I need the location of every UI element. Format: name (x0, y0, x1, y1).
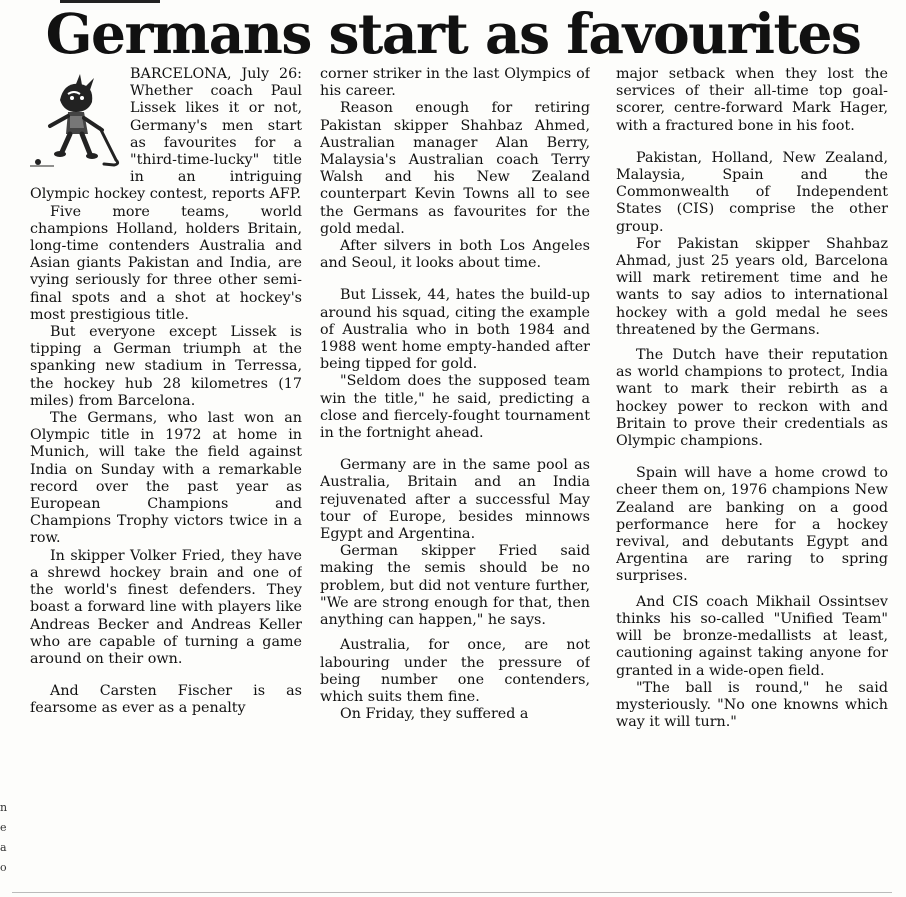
paragraph: And Carsten Fischer is as fearsome as ever as a penalty (30, 683, 302, 717)
paragraph: And CIS coach Mikhail Ossintsev thinks his so-called "Unified Team" will be bronze-medallists at least, cautioning against taking anyone for granted in a wide-open field. (616, 593, 888, 679)
headline: Germans start as favourites (45, 1, 861, 66)
article-column-3 (616, 66, 888, 892)
paragraph: German skipper Fried said making the semis should be no problem, but did not venture further, "We are strong enough for that, then anything can happen," he says. (320, 543, 590, 629)
paragraph: The Germans, who last won an Olympic title in 1972 at home in Munich, will take the field against India on Sunday with a remarkable record over the past year as European Champions and Champions Trophy victors twice in a row. (30, 410, 302, 547)
paragraph: BARCELONA, July 26: Whether coach Paul Lissek likes it or not, Germany's men start as favourites for a "third-time-lucky" title in an intriguing Olympic hockey contest, reports AFP. (30, 66, 302, 203)
paragraph: The Dutch have their reputation as world champions to protect, India want to mark their rebirth as a hockey power to reckon with and Britain to prove their credentials as Olympic champions. (616, 347, 888, 450)
paragraph: Spain will have a home crowd to cheer them on, 1976 champions New Zealand are banking on a good performance here for a hockey revival, and debutants Egypt and Argentina are raring to spring surprises. (616, 465, 888, 585)
article-column-2 (320, 66, 590, 892)
paragraph: major setback when they lost the services of their all-time top goal-scorer, centre-forward Mark Hager, with a fractured bone in his foot. (616, 66, 888, 134)
bottom-rule (12, 892, 892, 893)
paragraph: Five more teams, world champions Holland, holders Britain, long-time contenders Australia and Asian giants Pakistan and India, are vying seriously for three other semi-final spots and a shot at hockey's most prestigious title. (30, 203, 302, 323)
paragraph: Reason enough for retiring Pakistan skipper Shahbaz Ahmed, Australian manager Alan Berry, Malaysia's Australian coach Terry Walsh and his New Zealand counterpart Kevin Towns all to see the Germans as favourites for the gold medal. (320, 100, 590, 237)
left-edge-fragments (0, 480, 12, 890)
paragraph: "Seldom does the supposed team win the title," he said, predicting a close and fiercely-fought tournament in the fortnight ahead. (320, 373, 590, 442)
paragraph: Australia, for once, are not labouring under the pressure of being number one contenders, which suits them fine. (320, 637, 590, 705)
paragraph: But Lissek, 44, hates the build-up around his squad, citing the example of Australia who in both 1984 and 1988 went home empty-handed after being tipped for gold. (320, 287, 590, 373)
paragraph: Pakistan, Holland, New Zealand, Malaysia, Spain and the Commonwealth of Independent States (CIS) comprise the other group. (616, 149, 888, 235)
paragraph: But everyone except Lissek is tipping a German triumph at the spanking new stadium in Terressa, the hockey hub 28 kilometres (17 miles) from Barcelona. (30, 324, 302, 409)
edge-letter: n (0, 801, 8, 814)
olympic-mascot-hockey-player-icon (30, 70, 124, 170)
edge-letter: o (0, 861, 7, 874)
paragraph: On Friday, they suffered a (340, 706, 529, 723)
edge-letter: a (0, 841, 7, 854)
paragraph: "The ball is round," he said mysteriously. "No one knowns which way it will turn." (616, 679, 888, 731)
paragraph: corner striker in the last Olympics of his career. (320, 66, 590, 100)
paragraph: After silvers in both Los Angeles and Seoul, it looks about time. (320, 238, 590, 272)
paragraph: For Pakistan skipper Shahbaz Ahmad, just 25 years old, Barcelona will mark retirement time and he wants to say adios to international hockey with a gold medal he sees threatened by the Germans. (616, 235, 888, 338)
paragraph: In skipper Volker Fried, they have a shrewd hockey brain and one of the world's finest defenders. They boast a forward line with players like Andreas Becker and Andreas Keller who are capable of turning a game around on their own. (30, 547, 302, 667)
article-column-1 (30, 66, 302, 892)
paragraph: Germany are in the same pool as Australia, Britain and an India rejuvenated after a successful May tour of Europe, besides minnows Egypt and Argentina. (320, 457, 590, 543)
edge-letter: e (0, 821, 7, 834)
